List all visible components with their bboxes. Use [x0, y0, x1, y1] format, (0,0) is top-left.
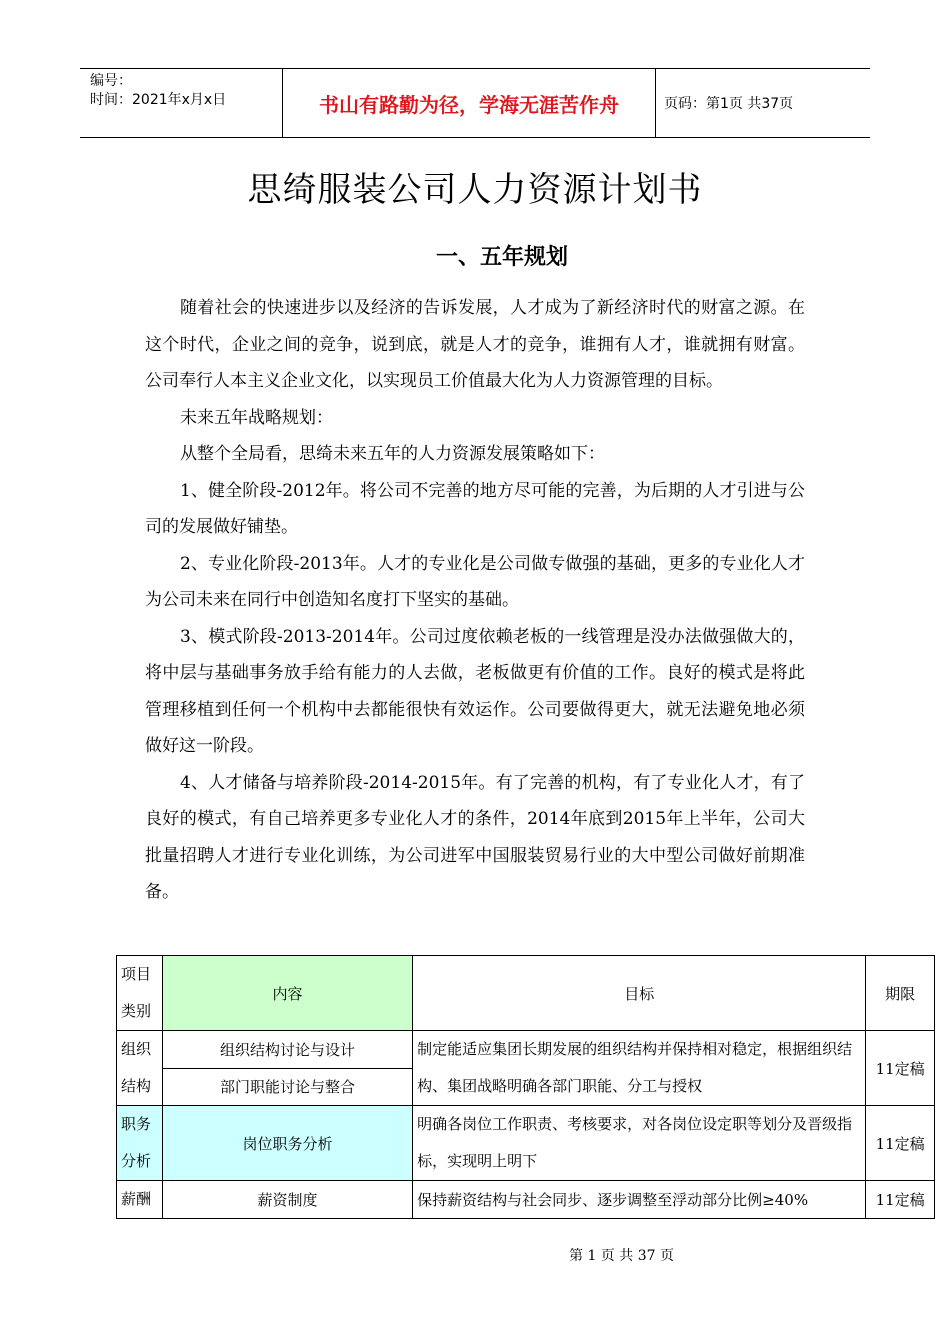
paragraph: 从整个全局看，思绮未来五年的人力资源发展策略如下： — [180, 444, 605, 464]
category-cell: 职务分析 — [117, 1106, 163, 1181]
deadline-cell: 11定稿 — [866, 1031, 935, 1106]
category-cell: 组织结构 — [117, 1031, 163, 1106]
table-row — [117, 1031, 935, 1069]
header-cell-content: 内容 — [162, 956, 412, 1031]
paragraph: 1、健全阶段-2012年。将公司不完善的地方尽可能的完善，为后期的人才引进与公司的发展做好铺垫。 — [145, 480, 805, 537]
paragraph: 3、模式阶段-2013-2014年。公司过度依赖老板的一线管理是没办法做强做大的，将中层与基础事务放手给有能力的人去做，老板做更有价值的工作。良好的模式是将此管理移植到任何一个机构中去都能很快有效运作。公司要做得更大，就无法避免地必须做好这一阶段。 — [145, 626, 805, 756]
page-header — [80, 68, 870, 138]
content-cell: 组织结构讨论与设计 — [162, 1031, 412, 1069]
header-cell-target: 目标 — [413, 956, 866, 1031]
paragraph: 随着社会的快速进步以及经济的告诉发展，人才成为了新经济时代的财富之源。在这个时代，企业之间的竞争，说到底，就是人才的竞争，谁拥有人才，谁就拥有财富。公司奉行人本主义企业文化，以实现员工价值最大化为人力资源管理的目标。 — [145, 298, 805, 391]
table-header-row — [117, 956, 935, 1031]
content-cell: 部门职能讨论与整合 — [162, 1068, 412, 1106]
content-cell: 薪资制度 — [162, 1181, 412, 1219]
target-cell: 明确各岗位工作职责、考核要求，对各岗位设定职等划分及晋级指标，实现明上明下 — [413, 1106, 866, 1181]
deadline-cell: 11定稿 — [866, 1106, 935, 1181]
paragraph: 未来五年战略规划： — [180, 407, 333, 428]
document-title: 思绮服装公司人力资源计划书 — [247, 170, 703, 210]
header-meta — [80, 69, 282, 137]
plan-table — [116, 955, 935, 1219]
target-cell: 保持薪资结构与社会同步、逐步调整至浮动部分比例≥40% — [413, 1181, 866, 1219]
section-title: 一、五年规划 — [435, 245, 568, 270]
content-cell: 岗位职务分析 — [162, 1106, 412, 1181]
number-label: 编号： — [90, 73, 132, 89]
header-page-info: 页码：第1页 共37页 — [664, 96, 794, 112]
paragraph: 4、人才储备与培养阶段-2014-2015年。有了完善的机构，有了专业化人才，有了良好的模式，有自己培养更多专业化人才的条件，2014年底到2015年上半年，公司大批量招聘人才进行专业化训练，为公司进军中国服装贸易行业的大中型公司做好前期准备。 — [145, 772, 805, 902]
category-cell: 薪酬 — [117, 1181, 163, 1219]
page-footer: 第 1 页 共 37 页 — [569, 1248, 674, 1264]
body-text — [145, 290, 805, 911]
deadline-cell: 11定稿 — [866, 1181, 935, 1219]
header-cell-category: 项目类别 — [117, 956, 163, 1031]
paragraph: 2、专业化阶段-2013年。人才的专业化是公司做专做强的基础，更多的专业化人才为公司未来在同行中创造知名度打下坚实的基础。 — [145, 553, 805, 610]
target-cell: 制定能适应集团长期发展的组织结构并保持相对稳定，根据组织结构、集团战略明确各部门职能、分工与授权 — [413, 1031, 866, 1106]
header-cell-deadline: 期限 — [866, 956, 935, 1031]
time-label: 时间：2021年x月x日 — [90, 92, 227, 108]
table-row — [117, 1181, 935, 1219]
table-row — [117, 1106, 935, 1181]
header-motto: 书山有路勤为径，学海无涯苦作舟 — [282, 69, 656, 137]
